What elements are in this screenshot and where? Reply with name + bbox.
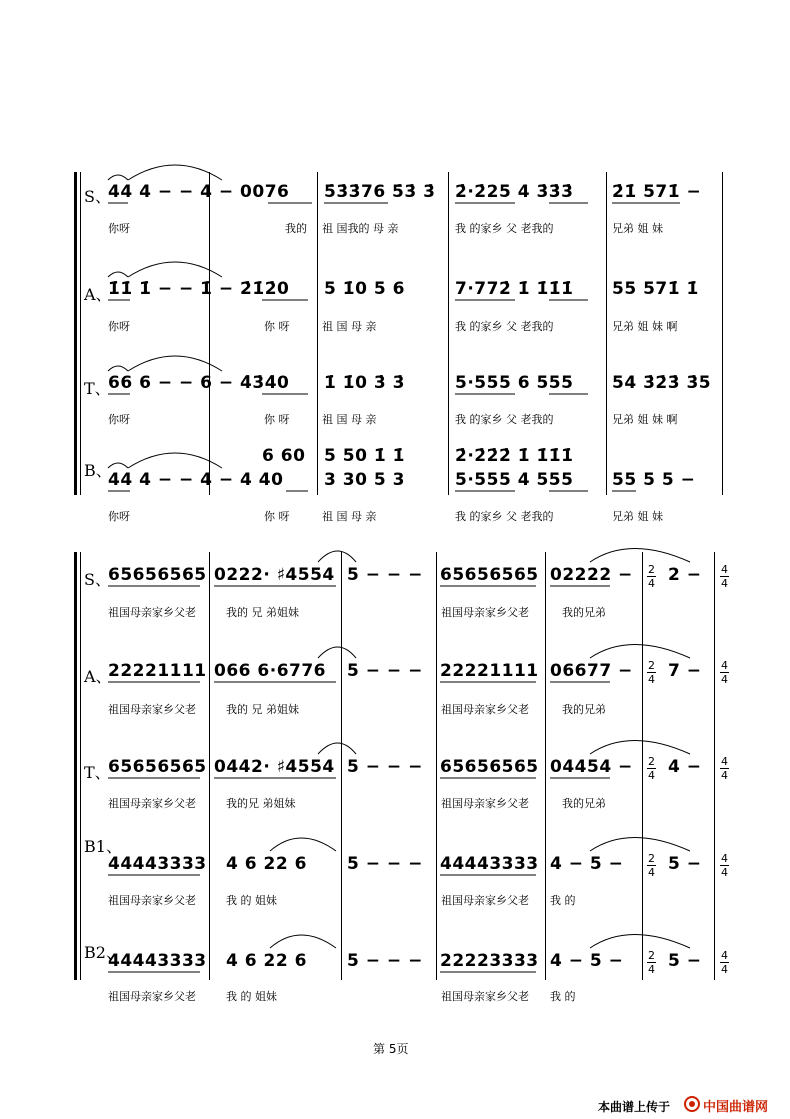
- notes-alto-m3: 5 − − −: [347, 661, 423, 681]
- part-label-alto: A、: [84, 667, 112, 686]
- lyrics-bass: 我 的家乡 父 老我的: [455, 510, 554, 523]
- notes-tenor-m6: 4 −: [668, 757, 702, 777]
- notes-soprano-m4: 65656565: [440, 565, 539, 585]
- part-label-bass1: B1、: [84, 837, 122, 856]
- notes-alto-m3: 7·772̇ 1̇ 1̇1̇1̇: [455, 279, 574, 299]
- lyrics-soprano: 我的兄弟: [562, 606, 606, 619]
- lyrics-soprano: 祖国母亲家乡父老: [441, 606, 529, 619]
- page-number: 第 5页: [373, 1042, 409, 1056]
- lyrics-tenor: 兄弟 姐 妹 啊: [612, 413, 678, 426]
- notes-tenor-m1: 66 6 − − 6 − 4̇3̇4̇0: [108, 373, 290, 393]
- notes-alto-m1: 1̇1̇ 1̇ − − 1̇ − 2̇1̇2̇0: [108, 279, 290, 299]
- lyrics-alto: 祖 国 母 亲: [322, 320, 377, 333]
- notes-tenor-m2: 1̇ 1̇0 3̇ 3̇: [324, 373, 405, 393]
- notes-soprano-m6: 2 −: [668, 565, 702, 585]
- lyrics-soprano: 祖国母亲家乡父老: [108, 606, 196, 619]
- notes-bass-upper-m3: 2̇·2̇2̇2̇ 1̇ 1̇1̇1̇: [455, 446, 574, 466]
- notes-soprano-m2: 5̇3̇3̇76 5̇3̇ 3̇: [324, 182, 436, 202]
- part-label-tenor: T、: [84, 763, 111, 782]
- part-label-bass: B、: [84, 461, 112, 480]
- part-label-soprano: S、: [84, 570, 111, 589]
- lyrics-alto: 你呀: [108, 320, 130, 333]
- lyrics-bass: 你 呀: [264, 510, 290, 523]
- notes-bass2-m6: 5 −: [668, 951, 702, 971]
- part-label-alto: A、: [84, 285, 112, 304]
- notes-tenor-m4: 65656565: [440, 757, 539, 777]
- lyrics-bass: 祖 国 母 亲: [322, 510, 377, 523]
- lyrics-bass2: 祖国母亲家乡父老: [441, 990, 529, 1003]
- time-signature: 2 4: [648, 755, 655, 782]
- lyrics-bass2: 祖国母亲家乡父老: [108, 990, 196, 1003]
- notes-soprano-m2: 0222· ♯4554: [214, 565, 335, 585]
- notes-bass-upper-m1: 6 60: [262, 446, 306, 466]
- notes-bass-m1: 44 4 − − 4 − 4 40: [108, 470, 284, 490]
- time-signature-end: 4 4: [721, 949, 728, 976]
- time-signature-end: 4 4: [721, 852, 728, 879]
- lyrics-soprano: 我 的家乡 父 老我的: [455, 222, 554, 235]
- notes-bass2-m1: 44443333: [108, 951, 207, 971]
- notes-tenor-m2: 0442· ♯4554: [214, 757, 335, 777]
- notes-bass1-m2: 4 6 22 6: [226, 854, 307, 874]
- notes-bass-m4: 55 5 5 −: [612, 470, 696, 490]
- lyrics-bass1: 祖国母亲家乡父老: [441, 894, 529, 907]
- notes-bass1-m3: 5 − − −: [347, 854, 423, 874]
- notes-alto-m2: 5 1̇0 5 6: [324, 279, 405, 299]
- notes-bass2-m3: 5 − − −: [347, 951, 423, 971]
- notes-tenor-m5: 04454 −: [550, 757, 633, 777]
- part-label-bass2: B2、: [84, 943, 122, 962]
- time-signature: 2 4: [648, 852, 655, 879]
- lyrics-bass: 你呀: [108, 510, 130, 523]
- notes-bass2-m4: 22223333: [440, 951, 539, 971]
- time-signature-end: 4 4: [721, 755, 728, 782]
- notes-soprano-m3: 2̇·2̇25 4 3̇3̇3̇: [455, 182, 574, 202]
- lyrics-bass1: 我 的: [550, 894, 576, 907]
- lyrics-tenor: 祖国母亲家乡父老: [441, 797, 529, 810]
- lyrics-bass: 兄弟 姐 妹: [612, 510, 663, 523]
- lyrics-tenor: 你 呀: [264, 413, 290, 426]
- lyrics-tenor: 我的兄 弟姐妹: [226, 797, 296, 810]
- lyrics-soprano: 我的: [285, 222, 307, 235]
- lyrics-alto: 我的兄弟: [562, 703, 606, 716]
- notes-tenor-m3: 5 − − −: [347, 757, 423, 777]
- notes-soprano-m1: 44 4 − − 4 − 0076: [108, 182, 290, 202]
- lyrics-soprano: 祖 国我的 母 亲: [322, 222, 399, 235]
- notes-bass-upper-m2: 5 50 1̇ 1̇: [324, 446, 405, 466]
- notes-bass1-m6: 5 −: [668, 854, 702, 874]
- notes-soprano-m3: 5 − − −: [347, 565, 423, 585]
- lyrics-soprano: 我的 兄 弟姐妹: [226, 606, 299, 619]
- brand-name[interactable]: 中国曲谱网: [703, 1100, 769, 1115]
- lyrics-soprano: 兄弟 姐 妹: [612, 222, 663, 235]
- notes-alto-m1: 22221111: [108, 661, 207, 681]
- notes-bass2-m5: 4 − 5 −: [550, 951, 624, 971]
- notes-soprano-m4: 2̇1̇ 571̇ −: [612, 182, 702, 202]
- notes-soprano-m1: 65656565: [108, 565, 207, 585]
- notes-tenor-m1: 65656565: [108, 757, 207, 777]
- lyrics-alto: 我 的家乡 父 老我的: [455, 320, 554, 333]
- notes-bass2-m2: 4 6 22 6: [226, 951, 307, 971]
- lyrics-bass1: 祖国母亲家乡父老: [108, 894, 196, 907]
- lyrics-tenor: 祖 国 母 亲: [322, 413, 377, 426]
- time-signature: 2 4: [648, 659, 655, 686]
- notes-alto-m6: 7 −: [668, 661, 702, 681]
- notes-alto-m4: 55 571̇ 1̇: [612, 279, 699, 299]
- time-signature-end: 4 4: [721, 563, 728, 590]
- lyrics-tenor: 祖国母亲家乡父老: [108, 797, 196, 810]
- lyrics-alto: 祖国母亲家乡父老: [108, 703, 196, 716]
- notes-alto-m5: 06677 −: [550, 661, 633, 681]
- notes-bass1-m1: 44443333: [108, 854, 207, 874]
- notes-alto-m4: 22221111: [440, 661, 539, 681]
- time-signature: 2 4: [648, 949, 655, 976]
- notes-alto-m2: 066 6·6776: [214, 661, 327, 681]
- notes-tenor-m3: 5·555 6 555: [455, 373, 574, 393]
- upload-text: 本曲谱上传于: [598, 1100, 671, 1114]
- lyrics-soprano: 你呀: [108, 222, 130, 235]
- lyrics-bass1: 我 的 姐妹: [226, 894, 277, 907]
- lyrics-tenor: 我 的家乡 父 老我的: [455, 413, 554, 426]
- lyrics-tenor: 你呀: [108, 413, 130, 426]
- part-label-tenor: T、: [84, 379, 111, 398]
- notes-bass-m2: 3 30 5 3: [324, 470, 405, 490]
- brand-logo-icon: [684, 1096, 700, 1112]
- part-label-soprano: S、: [84, 187, 111, 206]
- time-signature-end: 4 4: [721, 659, 728, 686]
- notes-tenor-m4: 54 3̇2̇3̇ 3̇5: [612, 373, 712, 393]
- lyrics-tenor: 我的兄弟: [562, 797, 606, 810]
- lyrics-bass2: 我 的: [550, 990, 576, 1003]
- notes-bass-m3: 5·555 4 555: [455, 470, 574, 490]
- lyrics-alto: 兄弟 姐 妹 啊: [612, 320, 678, 333]
- lyrics-bass2: 我 的 姐妹: [226, 990, 277, 1003]
- notes-soprano-m5: 02222 −: [550, 565, 633, 585]
- lyrics-alto: 你 呀: [264, 320, 290, 333]
- notes-bass1-m4: 44443333: [440, 854, 539, 874]
- lyrics-alto: 祖国母亲家乡父老: [441, 703, 529, 716]
- notes-bass1-m5: 4 − 5 −: [550, 854, 624, 874]
- lyrics-alto: 我的 兄 弟姐妹: [226, 703, 299, 716]
- time-signature: 2 4: [648, 563, 655, 590]
